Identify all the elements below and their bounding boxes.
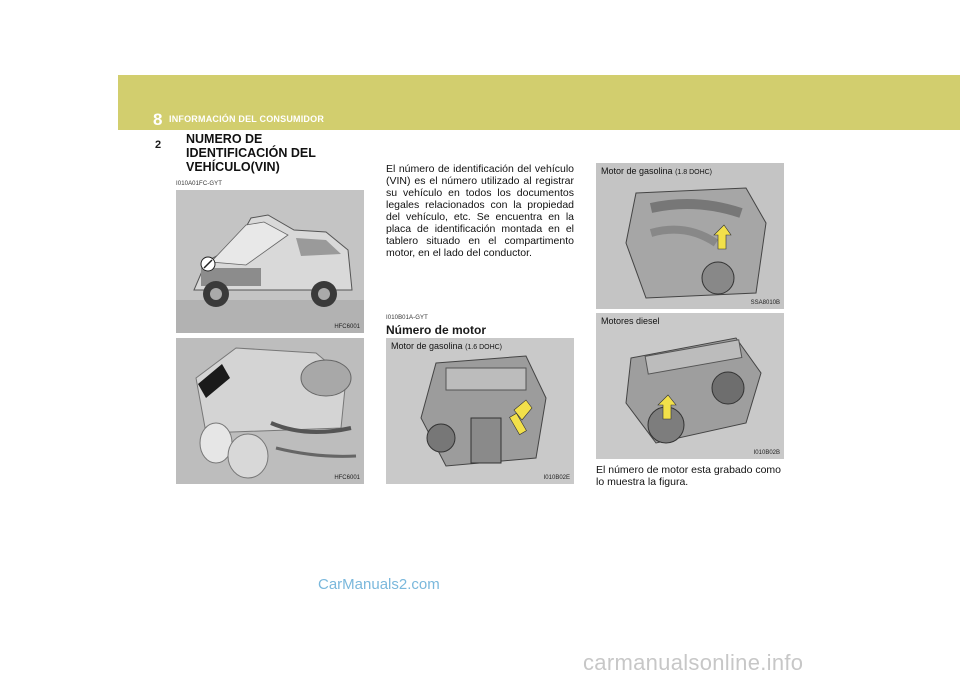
diesel-engine-photo-code: I010B02B	[753, 450, 780, 456]
header-tab-cut	[118, 130, 171, 150]
engine-16-caption	[391, 341, 502, 351]
diesel-engine-caption: Motores diesel	[601, 316, 660, 326]
vehicle-photo	[176, 190, 364, 333]
engine-18-caption	[601, 166, 712, 176]
chapter-title: INFORMACIÓN DEL CONSUMIDOR	[169, 114, 325, 124]
engine-18-caption-main: Motor de gasolina	[601, 166, 673, 176]
engine-bay-illustration	[176, 338, 364, 484]
vehicle-photo-code: HFC6001	[334, 324, 360, 330]
engine-number-paragraph: El número de motor esta grabado como lo muestra la figura.	[596, 464, 782, 488]
vin-paragraph: El número de identificación del vehículo (VIN) es el número utilizado al registrar su vehículo en todos los documentos legales relacionados con la propiedad del vehículo, etc. Se encuentra en la placa de identificación montada en el tablero situado en el compartimento motor, en el lado del conductor.	[386, 163, 574, 259]
page-number: 2	[155, 139, 162, 151]
diesel-engine-illustration	[596, 313, 784, 459]
engine-bay-photo-code: HFC6001	[334, 475, 360, 481]
engine-bay-photo	[176, 338, 364, 484]
engine-18-caption-small: (1.8 DOHC)	[675, 169, 713, 176]
watermark-bottom: carmanualsonline.info	[583, 650, 804, 675]
watermark-top: CarManuals2.com	[318, 576, 440, 593]
diesel-engine-photo	[596, 313, 784, 459]
left-section-code: I010A01FC-GYT	[176, 181, 222, 187]
engine-18-photo-code: SSA8010B	[750, 300, 780, 306]
engine-section-code: I010B01A-GYT	[386, 315, 428, 321]
engine-number-heading: Número de motor	[386, 323, 487, 337]
section-title: NUMERO DE IDENTIFICACIÓN DEL VEHÍCULO(VIN)	[186, 132, 316, 174]
engine-16-illustration	[386, 338, 574, 484]
engine-18-photo	[596, 163, 784, 309]
engine-16-photo-code: I010B02E	[543, 475, 570, 481]
vehicle-illustration	[176, 190, 364, 333]
chapter-number: 8	[153, 110, 163, 129]
engine-16-caption-small: (1.6 DOHC)	[465, 344, 503, 351]
engine-16-photo	[386, 338, 574, 484]
engine-16-caption-main: Motor de gasolina	[391, 341, 463, 351]
engine-18-illustration	[596, 163, 784, 309]
